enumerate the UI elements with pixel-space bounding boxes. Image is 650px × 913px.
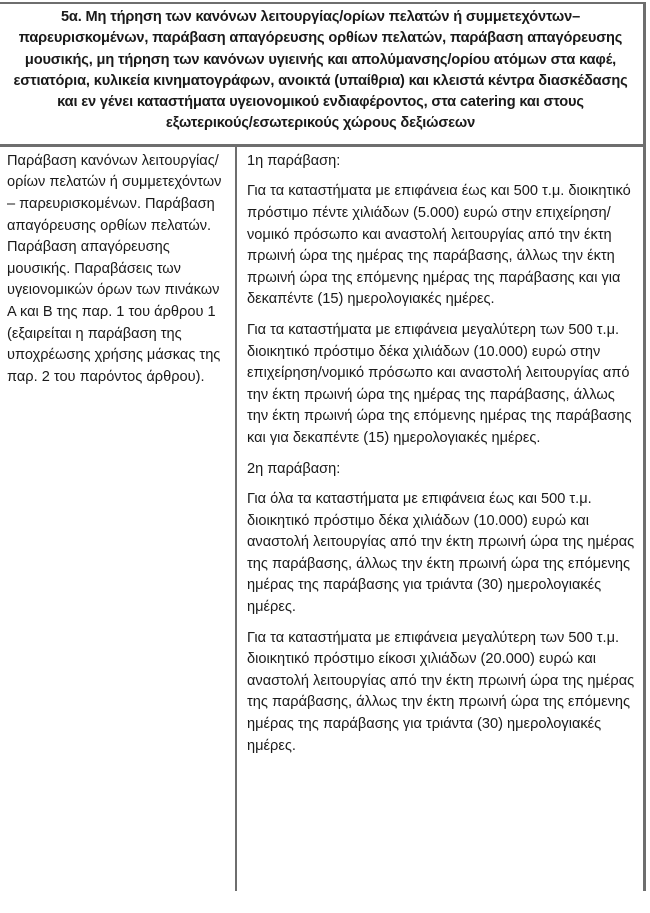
- penalty-table: [0, 2, 646, 891]
- first-violation-label: 1η παράβαση:: [247, 152, 341, 169]
- violation-description-cell: Παράβαση κανόνων λειτουργίας/ορίων πελατών ή συμμετεχόντων – παρευρισκομένων. Παράβαση απαγόρευσης ορθίων πελατών. Παράβαση απαγόρευσης μουσικής. Παραβάσεις των υγειονομικών όρων των πινάκων Α και Β της παρ. 1 του άρθρου 1 (εξαιρείται η παράβαση της υποχρέωσης χρήσης μάσκας της παρ. 2 του παρόντος άρθρου).: [0, 147, 237, 891]
- second-violation-large-stores-penalty: Για τα καταστήματα με επιφάνεια μεγαλύτερη των 500 τ.μ. διοικητικό πρόστιμο είκοσι χιλιάδων (20.000) ευρώ και αναστολή λειτουργίας από την έκτη πρωινή ώρα της ημέρας της παράβασης, άλλως την έκτη πρωινή ώρα της επόμενης ημέρας της παράβασης για τριάντα (30) ημερολογιακές ημέρες.: [247, 629, 635, 754]
- table-header: 5α. Μη τήρηση των κανόνων λειτουργίας/ορίων πελατών ή συμμετεχόντων–παρευρισκομένων, παράβαση απαγόρευσης ορθίων πελατών, παράβαση απαγόρευσης μουσικής, μη τήρηση των κανόνων υγιεινής και απολύμανσης/ορίου ατόμων στα καφέ, εστιατόρια, κυλικεία κινηματογράφων, ανοικτά (υπαίθρια) και κλειστά κέντρα διασκέδασης και εν γένει καταστήματα υγειονομικού ενδιαφέροντος, στα catering και στους εξωτερικούς/εσωτερικούς χώρους δεξιώσεων: [0, 4, 643, 147]
- second-violation-label: 2η παράβαση:: [247, 460, 341, 477]
- first-violation-small-stores-penalty: Για τα καταστήματα με επιφάνεια έως και 500 τ.μ. διοικητικό πρόστιμο πέντε χιλιάδων (5.000) ευρώ στην επιχείρηση/νομικό πρόσωπο και αναστολή λειτουργίας από την έκτη πρωινή ώρα της ημέρας της παράβασης, άλλως την έκτη πρωινή ώρα της επόμενης ημέρας της παράβασης και για δεκαπέντε (15) ημερολογιακές ημέρες.: [247, 183, 631, 308]
- table-row: [0, 147, 643, 891]
- first-violation-large-stores-penalty: Για τα καταστήματα με επιφάνεια μεγαλύτερη των 500 τ.μ. διοικητικό πρόστιμο δέκα χιλιάδων (10.000) ευρώ στην επιχείρηση/νομικό πρόσωπο και αναστολή λειτουργίας από την έκτη πρωινή ώρα της ημέρας της παράβασης, άλλως την έκτη πρωινή ώρα της επόμενης ημέρας της παράβασης και για δεκαπέντε (15) ημερολογιακές ημέρες.: [247, 321, 632, 446]
- penalties-cell: [237, 147, 643, 891]
- second-violation-small-stores-penalty: Για όλα τα καταστήματα με επιφάνεια έως και 500 τ.μ. διοικητικό πρόστιμο δέκα χιλιάδων (10.000) ευρώ και αναστολή λειτουργίας από την έκτη πρωινή ώρα της ημέρας της παράβασης, άλλως την έκτη πρωινή ώρα της επόμενης ημέρας της παράβασης για τριάντα (30) ημερολογιακές ημέρες.: [247, 491, 635, 616]
